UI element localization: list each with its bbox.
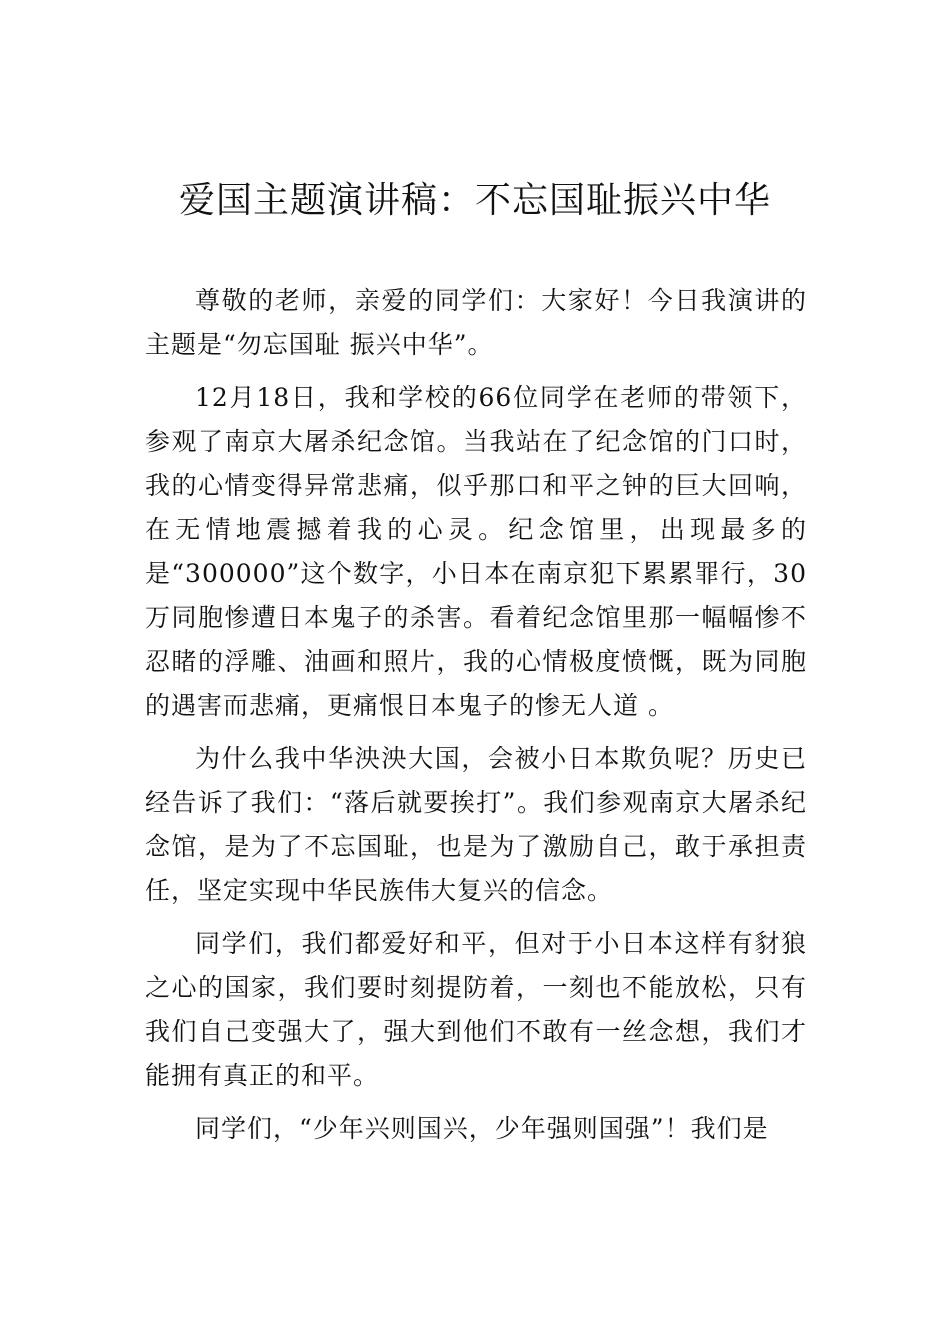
document-title: 爱国主题演讲稿：不忘国耻振兴中华 [178,180,771,221]
document-body [145,279,807,1160]
paragraph-peace: 同学们，我们都爱好和平，但对于小日本这样有豺狼之心的国家，我们要时刻提防着，一刻也不能放松，只有我们自己变强大了，强大到他们不敢有一丝念想，我们才能拥有真正的和平。 [145,929,807,1090]
paragraph-greeting: 尊敬的老师，亲爱的同学们：大家好！今日我演讲的主题是“勿忘国耻 振兴中华”。 [145,286,807,359]
paragraph-youth: 同学们，“少年兴则国兴，少年强则国强”！我们是 [195,1114,769,1143]
paragraph-history-lesson: 为什么我中华泱泱大国，会被小日本欺负呢？历史已经告诉了我们：“落后就要挨打”。我们参观南京大屠杀纪念馆，是为了不忘国耻，也是为了激励自己，敢于承担责任，坚定实现中华民族伟大复兴的信念。 [145,744,807,905]
paragraph-museum-visit: 12月18日，我和学校的66位同学在老师的带领下，参观了南京大屠杀纪念馆。当我站在了纪念馆的门口时，我的心情变得异常悲痛，似乎那口和平之钟的巨大回响，在无情地震撼着我的心灵。纪念馆里，出现最多的是“300000”这个数字，小日本在南京犯下累累罪行，30万同胞惨遭日本鬼子的杀害。看着纪念馆里那一幅幅惨不忍睹的浮雕、油画和照片，我的心情极度愤慨，既为同胞的遇害而悲痛，更痛恨日本鬼子的惨无人道 。 [145,383,807,720]
